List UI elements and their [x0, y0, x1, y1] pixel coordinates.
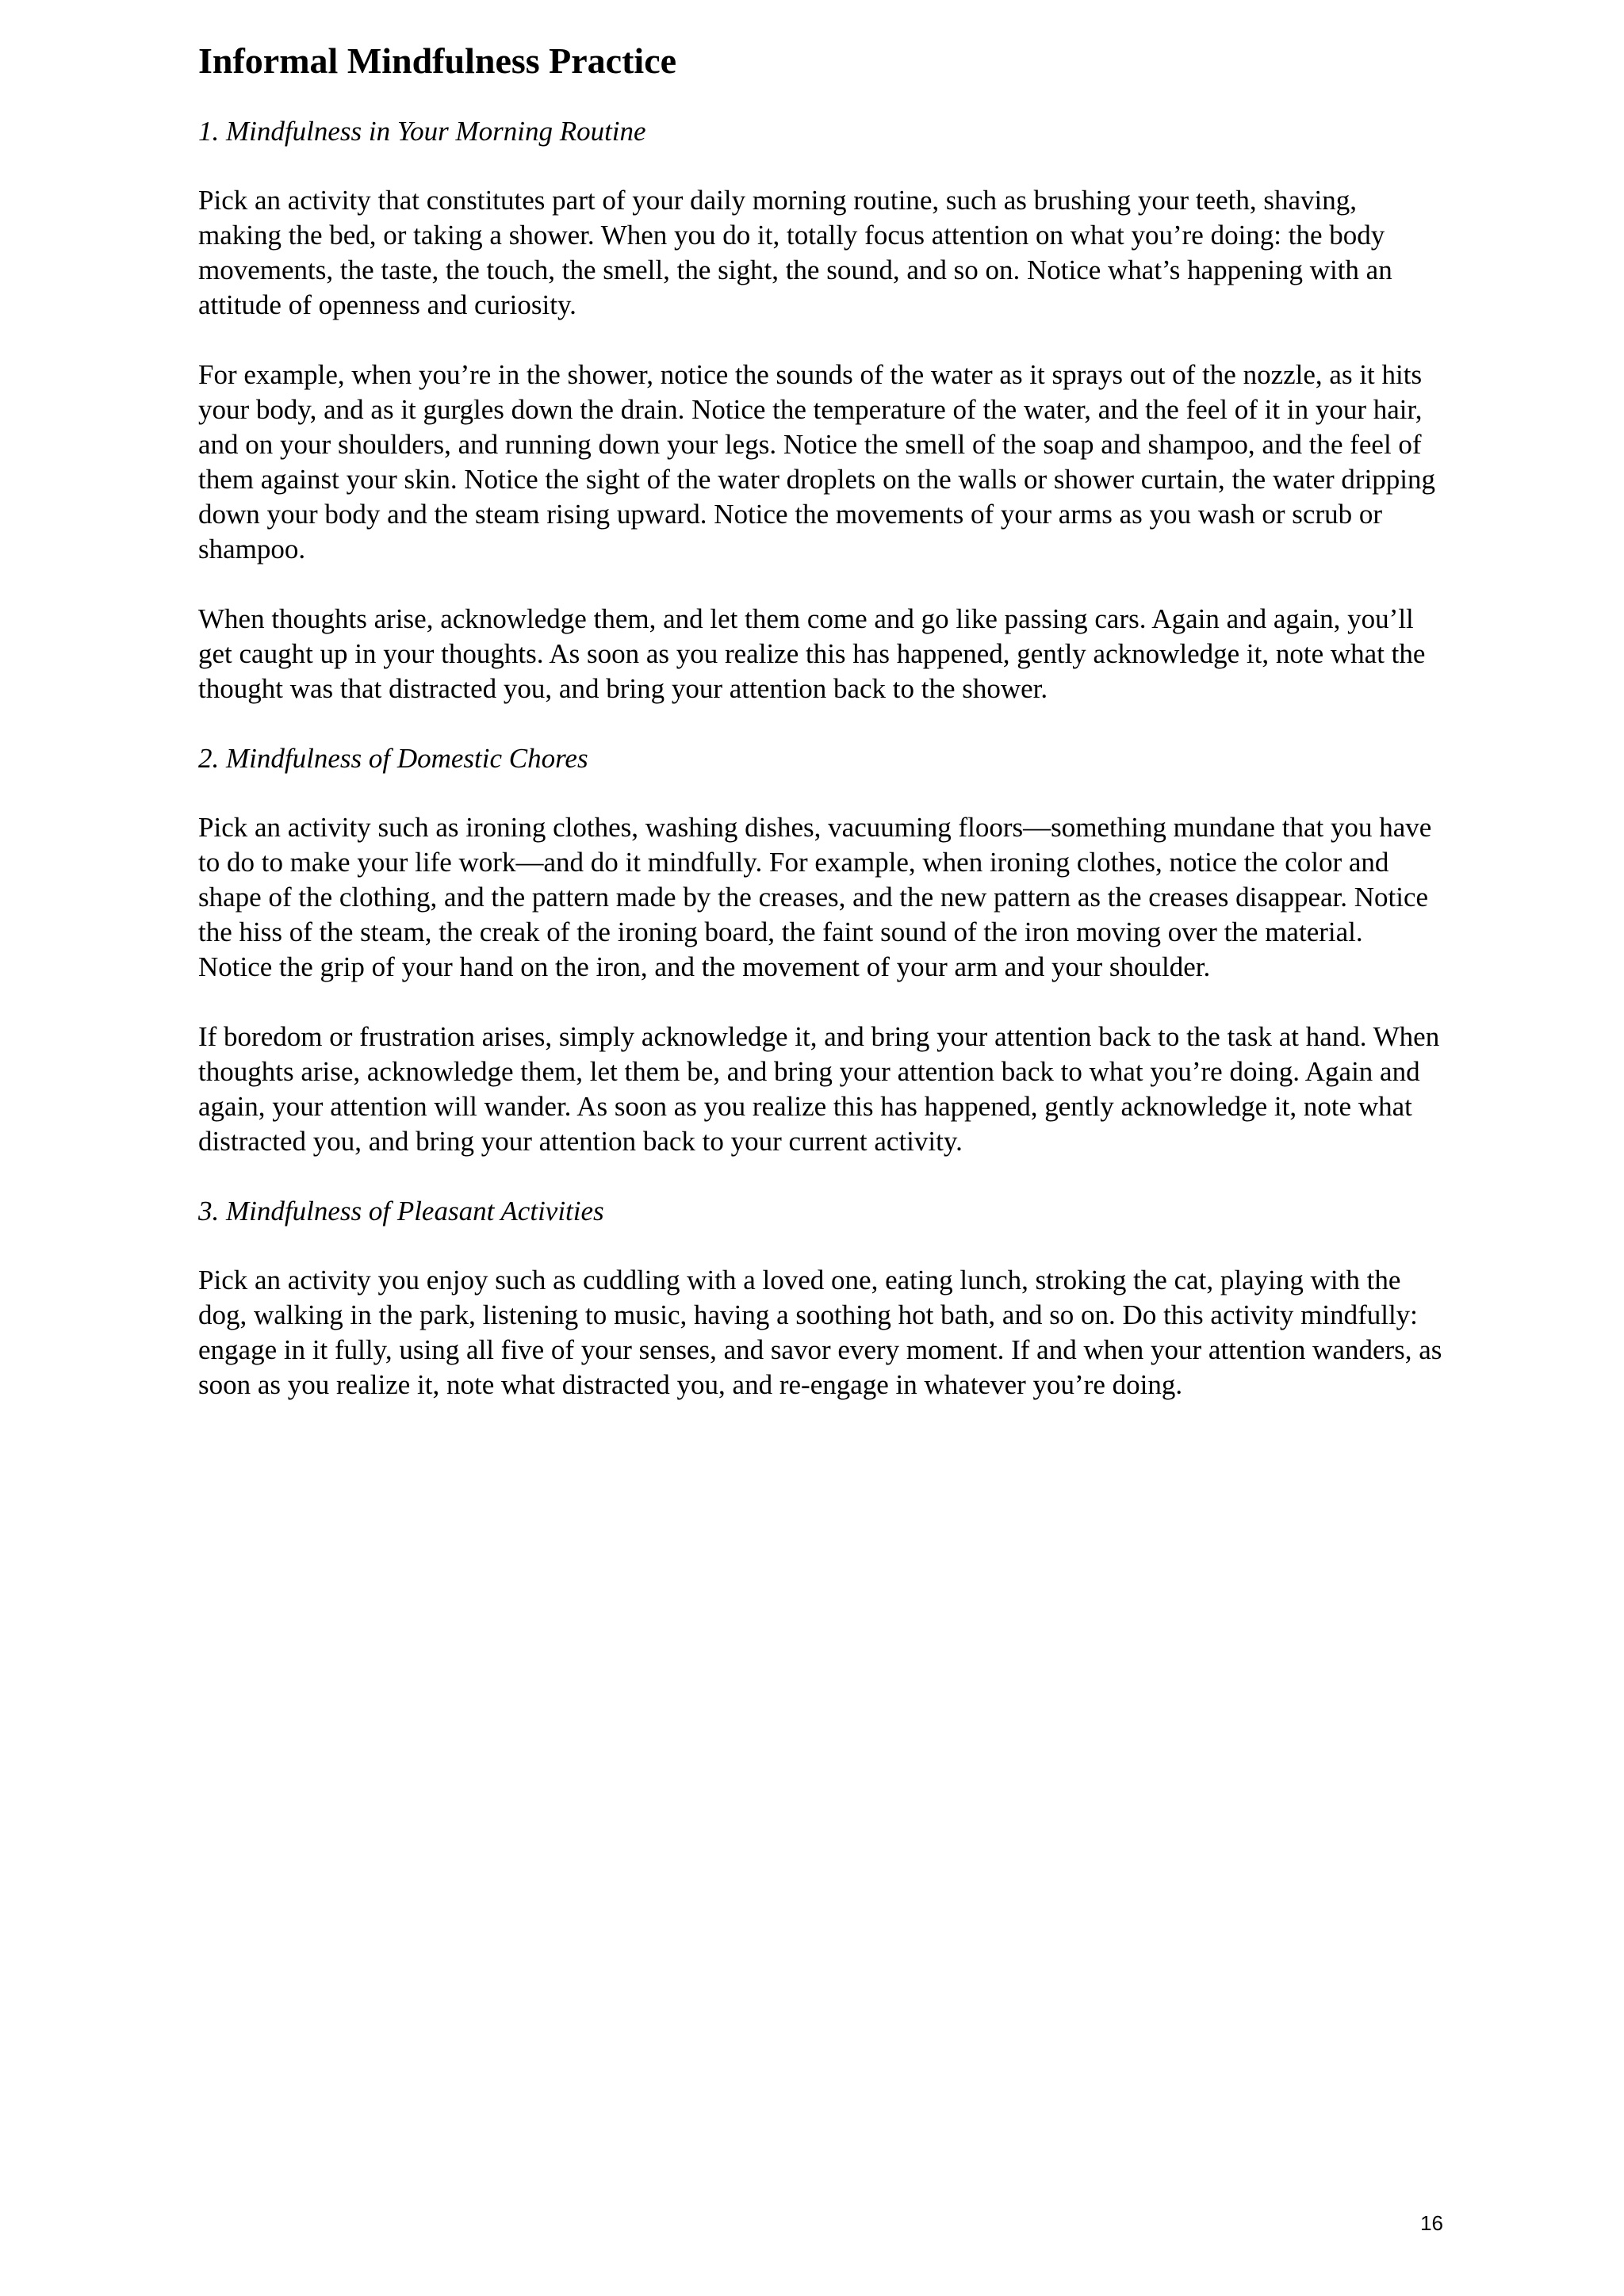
section-morning-routine: [198, 114, 1443, 706]
page-number: 16: [1420, 2211, 1443, 2235]
section-heading: 1. Mindfulness in Your Morning Routine: [198, 116, 646, 147]
page-title: Informal Mindfulness Practice: [198, 40, 677, 81]
paragraph: Pick an activity you enjoy such as cuddling with a loved one, eating lunch, stroking the cat, playing with the dog, walking in the park, listening to music, having a soothing hot bath, and so on. Do this activity mindfully: engage in it fully, using all five of your senses, and savor every moment. If and when your attention wanders, as soon as you realize it, note what distracted you, and re-engage in whatever you’re doing.: [198, 1265, 1442, 1400]
document-page: [198, 38, 1443, 1437]
section-heading: 3. Mindfulness of Pleasant Activities: [198, 1196, 604, 1226]
paragraph: For example, when you’re in the shower, notice the sounds of the water as it sprays out of the nozzle, as it hits your body, and as it gurgles down the drain. Notice the temperature of the water, and the feel of it in your hair, and on your shoulders, and running down your legs. Notice the smell of the soap and shampoo, and the feel of them against your skin. Notice the sight of the water droplets on the walls or shower curtain, the water dripping down your body and the steam rising upward. Notice the movements of your arms as you wash or scrub or shampoo.: [198, 359, 1436, 564]
section-heading: 2. Mindfulness of Domestic Chores: [198, 743, 588, 774]
paragraph: If boredom or frustration arises, simply acknowledge it, and bring your attention back to the task at hand. When thoughts arise, acknowledge them, let them be, and bring your attention back to what you’re doing. Again and again, your attention will wander. As soon as you realize this has happened, gently acknowledge it, note what distracted you, and bring your attention back to your current activity.: [198, 1021, 1440, 1157]
section-domestic-chores: [198, 741, 1443, 1159]
paragraph: When thoughts arise, acknowledge them, and let them come and go like passing cars. Again and again, you’ll get caught up in your thoughts. As soon as you realize this has happened, gently acknowledge it, note what the thought was that distracted you, and bring your attention back to the shower.: [198, 603, 1426, 704]
paragraph: Pick an activity that constitutes part of your daily morning routine, such as brushing your teeth, shaving, making the bed, or taking a shower. When you do it, totally focus attention on what you’re doing: the body movements, the taste, the touch, the smell, the sight, the sound, and so on. Notice what’s happening with an attitude of openness and curiosity.: [198, 185, 1392, 320]
section-pleasant-activities: [198, 1194, 1443, 1402]
paragraph: Pick an activity such as ironing clothes, washing dishes, vacuuming floors—something mundane that you have to do to make your life work—and do it mindfully. For example, when ironing clothes, notice the color and shape of the clothing, and the pattern made by the creases, and the new pattern as the creases disappear. Notice the hiss of the steam, the creak of the ironing board, the faint sound of the iron moving over the material. Notice the grip of your hand on the iron, and the movement of your arm and your shoulder.: [198, 812, 1432, 982]
